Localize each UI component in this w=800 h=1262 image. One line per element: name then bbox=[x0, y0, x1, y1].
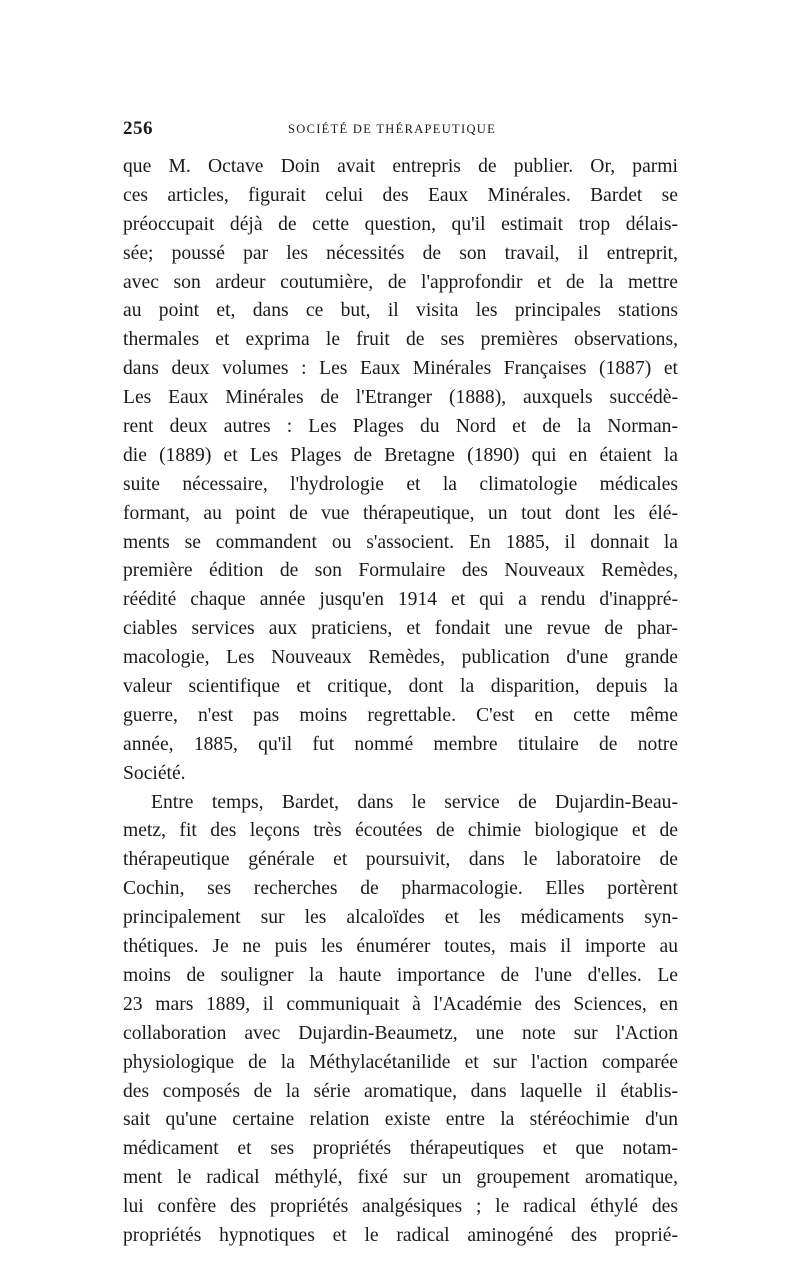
text-line: réédité chaque année jusqu'en 1914 et qui a rendu d'inappré- bbox=[123, 589, 678, 611]
text-line: thermales et exprima le fruit de ses premières observations, bbox=[123, 329, 678, 351]
text-line: collaboration avec Dujardin-Beaumetz, une note sur l'Action bbox=[123, 1022, 678, 1044]
text-line: die (1889) et Les Plages de Bretagne (1890) qui en étaient la bbox=[123, 444, 678, 466]
text-line: ment le radical méthylé, fixé sur un groupement aromatique, bbox=[123, 1167, 678, 1189]
text-line: physiologique de la Méthylacétanilide et sur l'action comparée bbox=[123, 1051, 678, 1073]
text-line: dans deux volumes : Les Eaux Minérales Françaises (1887) et bbox=[123, 358, 678, 380]
text-line: valeur scientifique et critique, dont la disparition, depuis la bbox=[123, 676, 678, 698]
text-line: Société. bbox=[123, 762, 186, 784]
text-line: des composés de la série aromatique, dans laquelle il établis- bbox=[123, 1080, 678, 1102]
body-text bbox=[123, 153, 678, 1251]
text-line: ciables services aux praticiens, et fondait une revue de phar- bbox=[123, 618, 678, 640]
text-line: Entre temps, Bardet, dans le service de Dujardin-Beau- bbox=[151, 791, 678, 813]
running-head: SOCIÉTÉ DE THÉRAPEUTIQUE bbox=[288, 122, 497, 136]
text-line: préoccupait déjà de cette question, qu'il estimait trop délais- bbox=[123, 213, 678, 235]
text-line: Cochin, ses recherches de pharmacologie. Elles portèrent bbox=[123, 878, 678, 900]
text-line: metz, fit des leçons très écoutées de chimie biologique et de bbox=[123, 820, 678, 842]
text-line: au point et, dans ce but, il visita les principales stations bbox=[123, 300, 678, 322]
text-line: Les Eaux Minérales de l'Etranger (1888), auxquels succédè- bbox=[123, 387, 678, 409]
paragraph-2 bbox=[123, 789, 678, 1251]
text-line: formant, au point de vue thérapeutique, un tout dont les élé- bbox=[123, 502, 678, 524]
text-line: rent deux autres : Les Plages du Nord et de la Norman- bbox=[123, 416, 678, 438]
text-line: sée; poussé par les nécessités de son travail, il entreprit, bbox=[123, 242, 678, 264]
text-line: macologie, Les Nouveaux Remèdes, publication d'une grande bbox=[123, 647, 678, 669]
text-line: suite nécessaire, l'hydrologie et la climatologie médicales bbox=[123, 473, 678, 495]
text-line: ments se commandent ou s'associent. En 1885, il donnait la bbox=[123, 531, 678, 553]
text-line: avec son ardeur coutumière, de l'approfondir et de la mettre bbox=[123, 271, 678, 293]
text-line: moins de souligner la haute importance de l'une d'elles. Le bbox=[123, 964, 678, 986]
text-line: que M. Octave Doin avait entrepris de publier. Or, parmi bbox=[123, 156, 678, 177]
text-line: première édition de son Formulaire des Nouveaux Remèdes, bbox=[123, 560, 678, 582]
text-line: guerre, n'est pas moins regrettable. C'est en cette même bbox=[123, 704, 678, 726]
paragraph-1 bbox=[123, 153, 678, 789]
page-header bbox=[123, 114, 678, 144]
text-line: sait qu'une certaine relation existe entre la stéréochimie d'un bbox=[123, 1109, 678, 1131]
text-line: thérapeutique générale et poursuivit, dans le laboratoire de bbox=[123, 849, 678, 871]
text-line: année, 1885, qu'il fut nommé membre titulaire de notre bbox=[123, 733, 678, 755]
page-number: 256 bbox=[123, 118, 153, 139]
text-line: thétiques. Je ne puis les énumérer toutes, mais il importe au bbox=[123, 936, 678, 958]
text-line: médicament et ses propriétés thérapeutiques et que notam- bbox=[123, 1138, 678, 1160]
text-line: ces articles, figurait celui des Eaux Minérales. Bardet se bbox=[123, 184, 678, 206]
text-line: propriétés hypnotiques et le radical aminogéné des proprié- bbox=[123, 1224, 678, 1246]
text-line: 23 mars 1889, il communiquait à l'Académie des Sciences, en bbox=[123, 993, 678, 1015]
text-line: lui confère des propriétés analgésiques ; le radical éthylé des bbox=[123, 1196, 678, 1218]
text-line: principalement sur les alcaloïdes et les médicaments syn- bbox=[123, 907, 678, 929]
